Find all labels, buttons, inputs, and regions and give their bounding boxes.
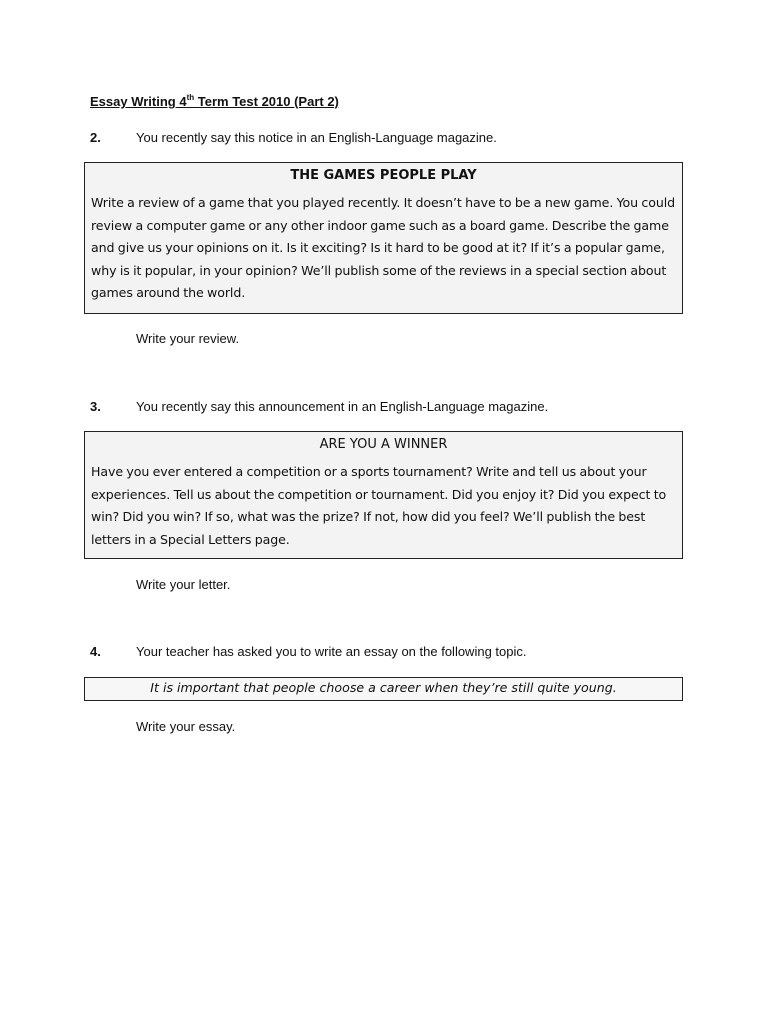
question-2-notice-body: Write a review of a game that you played recently. It doesn’t have to be a new game. You could review a computer game or any other indoor game such as a board game. Describe the game and give us your opinions on it. Is it exciting? Is it hard to be good at it? If it’s a popular game, why is it popular, in your opinion? We’ll publish some of the reviews in a special section about games around the world. bbox=[91, 195, 676, 301]
page-title-prefix: Essay Writing 4 bbox=[90, 94, 187, 109]
question-3-instruction: Write your letter. bbox=[136, 577, 231, 592]
question-2-text: You recently say this notice in an English-Language magazine. bbox=[136, 130, 497, 145]
question-3-announcement-box bbox=[84, 431, 683, 559]
question-4-instruction: Write your essay. bbox=[136, 719, 236, 734]
page-title-suffix: Term Test 2010 (Part 2) bbox=[194, 94, 339, 109]
question-2-number: 2. bbox=[90, 130, 101, 145]
question-3-number: 3. bbox=[90, 399, 101, 414]
question-3-announcement-body: Have you ever entered a competition or a sports tournament? Write and tell us about your experiences. Tell us about the competition or tournament. Did you enjoy it? Did you expect to win? Did you win? If so, what was the prize? If not, how did you feel? We’ll publish the best letters in a Special Letters page. bbox=[91, 464, 667, 547]
question-2-notice-title: THE GAMES PEOPLE PLAY bbox=[290, 168, 477, 183]
question-4-text: Your teacher has asked you to write an essay on the following topic. bbox=[136, 644, 527, 659]
question-4-number: 4. bbox=[90, 644, 101, 659]
question-3-text: You recently say this announcement in an English-Language magazine. bbox=[136, 399, 549, 414]
question-2-notice-box bbox=[84, 162, 683, 314]
page-title bbox=[90, 94, 339, 109]
question-2-instruction: Write your review. bbox=[136, 331, 240, 346]
question-3-announcement-title: ARE YOU A WINNER bbox=[319, 437, 448, 452]
question-4-topic-box bbox=[84, 677, 683, 701]
page-title-superscript: th bbox=[186, 92, 195, 102]
question-4-topic: It is important that people choose a career when they’re still quite young. bbox=[150, 680, 617, 695]
